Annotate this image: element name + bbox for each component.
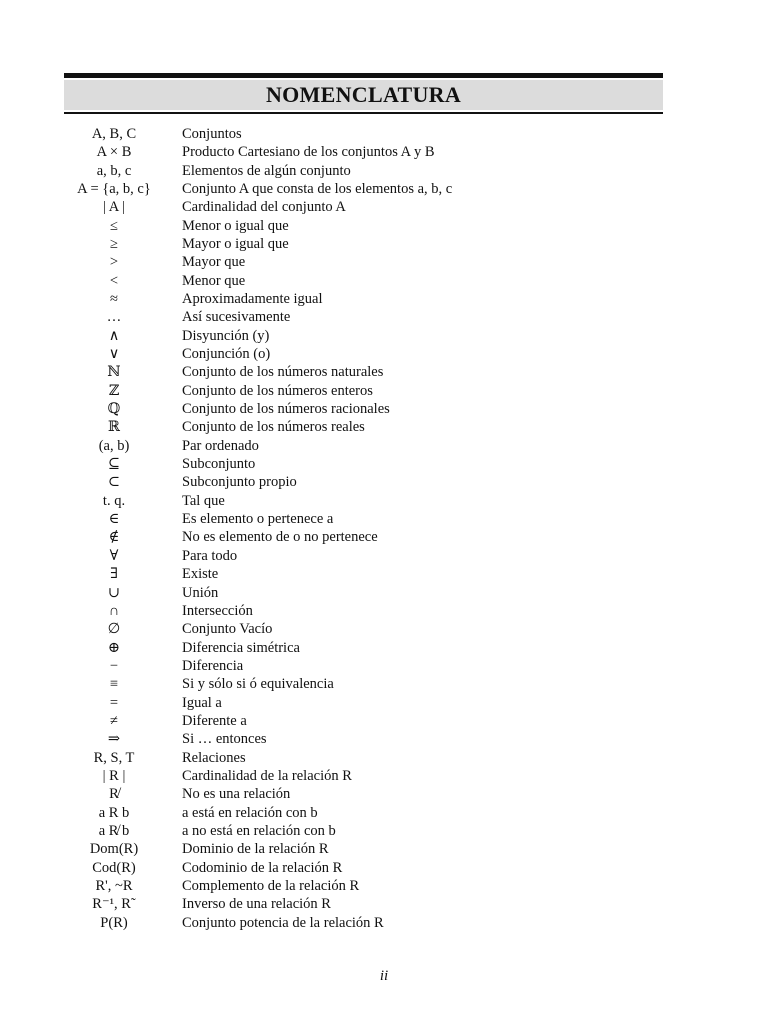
nomenclature-symbol: > bbox=[109, 254, 119, 271]
nomenclature-row bbox=[0, 639, 768, 657]
nomenclature-description: Inverso de una relación R bbox=[182, 896, 331, 913]
nomenclature-symbol: | R | bbox=[102, 767, 126, 784]
nomenclature-row bbox=[0, 712, 768, 730]
nomenclature-symbol: a R̸ b bbox=[98, 822, 130, 839]
nomenclature-row bbox=[0, 895, 768, 913]
nomenclature-symbol: ∪ bbox=[107, 584, 121, 601]
nomenclature-description: Igual a bbox=[182, 694, 222, 711]
page-title: NOMENCLATURA bbox=[265, 82, 462, 107]
nomenclature-description: Menor o igual que bbox=[182, 217, 289, 234]
nomenclature-row bbox=[0, 272, 768, 290]
nomenclature-row bbox=[0, 198, 768, 216]
nomenclature-symbol: ≠ bbox=[110, 712, 118, 729]
nomenclature-row bbox=[0, 840, 768, 858]
nomenclature-description: Diferencia simétrica bbox=[182, 639, 300, 656]
nomenclature-symbol: R⁻¹, R˜ bbox=[92, 896, 136, 913]
nomenclature-row bbox=[0, 547, 768, 565]
nomenclature-symbol: ℤ bbox=[108, 382, 120, 399]
nomenclature-symbol: ℝ bbox=[107, 419, 121, 436]
nomenclature-description: Cardinalidad del conjunto A bbox=[182, 199, 346, 216]
nomenclature-row bbox=[0, 400, 768, 418]
nomenclature-row bbox=[0, 584, 768, 602]
nomenclature-description: Conjunto de los números enteros bbox=[182, 382, 373, 399]
nomenclature-description: Unión bbox=[182, 584, 219, 601]
nomenclature-description: Es elemento o pertenece a bbox=[182, 511, 334, 528]
nomenclature-description: No es una relación bbox=[182, 786, 291, 803]
nomenclature-description: Así sucesivamente bbox=[182, 309, 291, 326]
nomenclature-symbol: − bbox=[109, 657, 119, 674]
nomenclature-symbol: ℕ bbox=[107, 364, 121, 381]
nomenclature-symbol: R', ~R bbox=[95, 878, 133, 895]
nomenclature-symbol: Dom(R) bbox=[89, 841, 139, 858]
nomenclature-symbol: < bbox=[109, 272, 119, 289]
nomenclature-symbol: ≥ bbox=[110, 235, 118, 252]
nomenclature-symbol: (a, b) bbox=[98, 437, 130, 454]
nomenclature-symbol: Cod(R) bbox=[92, 859, 136, 876]
nomenclature-description: Mayor que bbox=[182, 254, 246, 271]
nomenclature-description: Complemento de la relación R bbox=[182, 878, 360, 895]
nomenclature-row bbox=[0, 510, 768, 528]
nomenclature-row bbox=[0, 804, 768, 822]
nomenclature-row bbox=[0, 602, 768, 620]
title-bottom-rule bbox=[64, 112, 663, 114]
nomenclature-row bbox=[0, 455, 768, 473]
nomenclature-symbol: ∨ bbox=[108, 346, 120, 363]
nomenclature-row bbox=[0, 914, 768, 932]
nomenclature-symbol: A × B bbox=[96, 144, 132, 161]
nomenclature-symbol: ≤ bbox=[110, 217, 118, 234]
nomenclature-symbol: ∅ bbox=[107, 621, 121, 638]
nomenclature-symbol: ∧ bbox=[108, 327, 120, 344]
nomenclature-row bbox=[0, 125, 768, 143]
nomenclature-description: Para todo bbox=[182, 547, 238, 564]
nomenclature-row bbox=[0, 749, 768, 767]
nomenclature-row bbox=[0, 363, 768, 381]
nomenclature-row bbox=[0, 657, 768, 675]
nomenclature-description: Cardinalidad de la relación R bbox=[182, 767, 352, 784]
nomenclature-row bbox=[0, 217, 768, 235]
nomenclature-description: Relaciones bbox=[182, 749, 246, 766]
nomenclature-symbol: ∃ bbox=[110, 566, 118, 583]
nomenclature-symbol: ⊂ bbox=[107, 474, 121, 491]
nomenclature-row bbox=[0, 382, 768, 400]
nomenclature-description: Disyunción (y) bbox=[182, 327, 270, 344]
nomenclature-symbol: R̸ bbox=[109, 786, 119, 803]
nomenclature-row bbox=[0, 235, 768, 253]
nomenclature-description: Par ordenado bbox=[182, 437, 259, 454]
nomenclature-row bbox=[0, 767, 768, 785]
title-top-rule bbox=[64, 73, 663, 78]
nomenclature-description: Si … entonces bbox=[182, 731, 267, 748]
nomenclature-description: Conjunto de los números naturales bbox=[182, 364, 384, 381]
nomenclature-symbol: | A | bbox=[103, 199, 125, 216]
nomenclature-symbol: ⊕ bbox=[107, 639, 121, 656]
nomenclature-description: Elementos de algún conjunto bbox=[182, 162, 351, 179]
nomenclature-symbol: ∉ bbox=[108, 529, 120, 546]
nomenclature-row bbox=[0, 620, 768, 638]
nomenclature-description: Conjunción (o) bbox=[182, 346, 271, 363]
nomenclature-symbol: ≡ bbox=[109, 676, 119, 693]
nomenclature-description: Menor que bbox=[182, 272, 246, 289]
nomenclature-row bbox=[0, 859, 768, 877]
nomenclature-symbol: R, S, T bbox=[93, 749, 135, 766]
nomenclature-symbol: ∈ bbox=[108, 511, 120, 528]
page-number: ii bbox=[379, 968, 389, 984]
nomenclature-row bbox=[0, 694, 768, 712]
nomenclature-description: Producto Cartesiano de los conjuntos A y B bbox=[182, 144, 435, 161]
nomenclature-row bbox=[0, 162, 768, 180]
nomenclature-description: a está en relación con b bbox=[182, 804, 318, 821]
nomenclature-symbol: A, B, C bbox=[91, 125, 137, 142]
nomenclature-row bbox=[0, 308, 768, 326]
nomenclature-description: Codominio de la relación R bbox=[182, 859, 343, 876]
nomenclature-description: Mayor o igual que bbox=[182, 235, 289, 252]
nomenclature-description: Dominio de la relación R bbox=[182, 841, 329, 858]
nomenclature-symbol: = bbox=[109, 694, 119, 711]
nomenclature-symbol: a R b bbox=[98, 804, 130, 821]
nomenclature-description: Diferente a bbox=[182, 712, 247, 729]
nomenclature-row bbox=[0, 327, 768, 345]
nomenclature-row bbox=[0, 345, 768, 363]
nomenclature-description: Conjunto Vacío bbox=[182, 621, 273, 638]
nomenclature-description: Subconjunto bbox=[182, 456, 256, 473]
nomenclature-symbol: t. q. bbox=[102, 492, 126, 509]
nomenclature-row bbox=[0, 877, 768, 895]
nomenclature-row bbox=[0, 730, 768, 748]
nomenclature-symbol: ∩ bbox=[108, 602, 120, 619]
nomenclature-row bbox=[0, 492, 768, 510]
nomenclature-row bbox=[0, 675, 768, 693]
nomenclature-row bbox=[0, 253, 768, 271]
nomenclature-symbol: ⇒ bbox=[107, 731, 121, 748]
nomenclature-description: Conjunto de los números reales bbox=[182, 419, 365, 436]
nomenclature-description: a no está en relación con b bbox=[182, 822, 336, 839]
nomenclature-row bbox=[0, 437, 768, 455]
nomenclature-symbol: ≈ bbox=[110, 291, 118, 308]
nomenclature-description: Existe bbox=[182, 566, 219, 583]
nomenclature-description: Tal que bbox=[182, 492, 225, 509]
nomenclature-symbol: A = {a, b, c} bbox=[77, 180, 151, 197]
nomenclature-symbol: ℚ bbox=[107, 401, 121, 418]
nomenclature-row bbox=[0, 529, 768, 547]
nomenclature-description: Conjunto potencia de la relación R bbox=[182, 914, 384, 931]
nomenclature-description: Conjuntos bbox=[182, 125, 242, 142]
nomenclature-row bbox=[0, 822, 768, 840]
nomenclature-description: Intersección bbox=[182, 602, 253, 619]
nomenclature-description: Aproximadamente igual bbox=[182, 291, 323, 308]
title-band bbox=[64, 80, 663, 110]
nomenclature-description: Si y sólo si ó equivalencia bbox=[182, 676, 334, 693]
title-header bbox=[64, 73, 663, 114]
nomenclature-row bbox=[0, 785, 768, 803]
nomenclature-row bbox=[0, 290, 768, 308]
nomenclature-symbol: ⊆ bbox=[107, 456, 121, 473]
nomenclature-description: Conjunto A que consta de los elementos a, b, c bbox=[182, 180, 453, 197]
nomenclature-row bbox=[0, 474, 768, 492]
nomenclature-symbol: … bbox=[106, 309, 122, 326]
nomenclature-list bbox=[0, 125, 768, 932]
nomenclature-description: No es elemento de o no pertenece bbox=[182, 529, 378, 546]
nomenclature-symbol: a, b, c bbox=[96, 162, 132, 179]
nomenclature-symbol: ∀ bbox=[109, 547, 119, 564]
nomenclature-description: Subconjunto propio bbox=[182, 474, 297, 491]
nomenclature-description: Diferencia bbox=[182, 657, 244, 674]
nomenclature-row bbox=[0, 565, 768, 583]
nomenclature-description: Conjunto de los números racionales bbox=[182, 401, 390, 418]
nomenclature-row bbox=[0, 180, 768, 198]
nomenclature-symbol: P(R) bbox=[100, 914, 128, 931]
nomenclature-row bbox=[0, 419, 768, 437]
nomenclature-row bbox=[0, 143, 768, 161]
